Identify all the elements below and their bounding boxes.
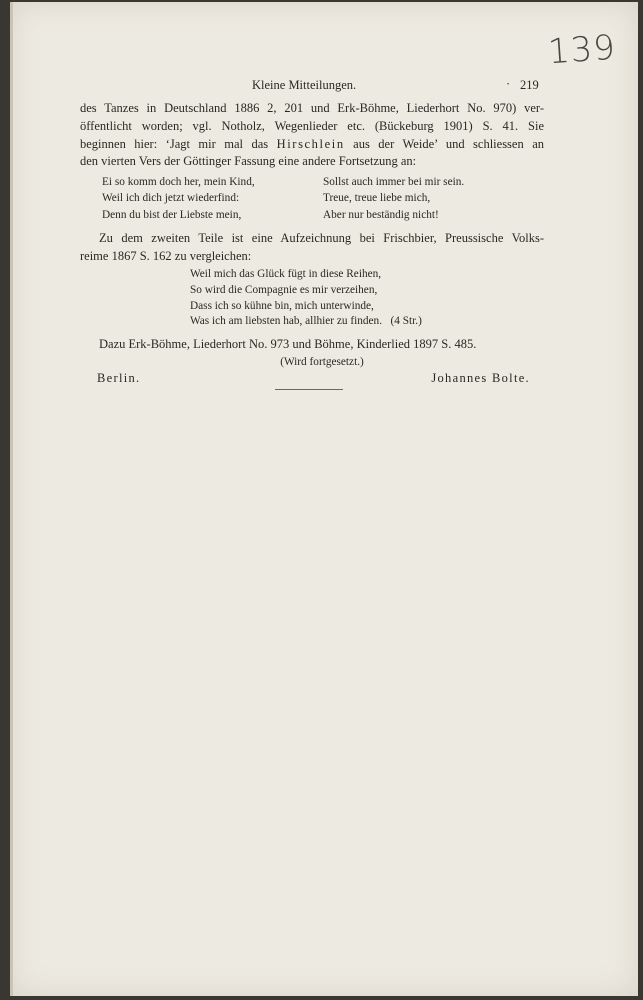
article-body xyxy=(80,100,544,388)
continued-note: (Wird fortgesetzt.) xyxy=(280,355,364,368)
verse-block-2 xyxy=(190,267,544,329)
text-line xyxy=(80,136,544,154)
page-number: 219 xyxy=(520,78,539,92)
page-edge xyxy=(10,2,13,996)
verse-line: Denn du bist der Liebste mein, xyxy=(102,208,242,221)
header-title: Kleine Mitteilungen. xyxy=(252,78,357,92)
verse-line: Ei so komm doch her, mein Kind, xyxy=(102,176,255,189)
paragraph-2 xyxy=(80,230,544,266)
verse-column-right xyxy=(323,174,544,223)
verse-line: Treue, treue liebe mich, xyxy=(323,192,431,205)
spaced-word: Hirschlein xyxy=(276,136,345,151)
verse-line: Was ich am liebsten hab, allhier zu finden. (4 Str.) xyxy=(190,315,422,328)
handwritten-page-number: 139 xyxy=(546,27,618,73)
verse-line: Aber nur beständig nicht! xyxy=(323,208,439,221)
signature-author: Johannes Bolte. xyxy=(431,371,530,386)
text-fragment: aus der Weide’ und schliessen an xyxy=(344,136,544,151)
verse-line: Dass ich so kühne bin, mich unterwinde, xyxy=(190,299,374,312)
signature-place: Berlin. xyxy=(97,371,141,386)
verse-line: So wird die Compagnie es mir verzeihen, xyxy=(190,283,378,296)
verse-column-left xyxy=(102,174,323,223)
text-line: Dazu Erk-Böhme, Liederhort No. 973 und Böhme, Kinderlied 1897 S. 485. xyxy=(99,336,477,351)
text-line: reime 1867 S. 162 zu vergleichen: xyxy=(80,248,252,263)
verse-block-1 xyxy=(102,174,544,223)
text-fragment: beginnen hier: ‘Jagt mir mal das xyxy=(80,136,277,151)
verse-line: Weil ich dich jetzt wiederfind: xyxy=(102,192,240,205)
verse-line: Sollst auch immer bei mir sein. xyxy=(323,176,465,189)
text-line: Zu dem zweiten Teile ist eine Aufzeichnung bei Frischbier, Preussische Volks- xyxy=(99,230,544,245)
text-line: den vierten Vers der Göttinger Fassung eine andere Fortsetzung an: xyxy=(80,154,417,169)
text-line: öffentlicht worden; vgl. Notholz, Wegenlieder etc. (Bückeburg 1901) S. 41. Sie xyxy=(80,118,544,133)
verse-line: Weil mich das Glück fügt in diese Reihen, xyxy=(190,268,382,281)
paragraph-1 xyxy=(80,100,544,171)
end-rule xyxy=(275,389,343,390)
paragraph-3 xyxy=(80,336,544,354)
text-line: des Tanzes in Deutschland 1886 2, 201 und Erk-Böhme, Liederhort No. 970) ver- xyxy=(80,101,544,115)
signature-line xyxy=(80,370,544,388)
header-dot: · xyxy=(506,77,511,91)
